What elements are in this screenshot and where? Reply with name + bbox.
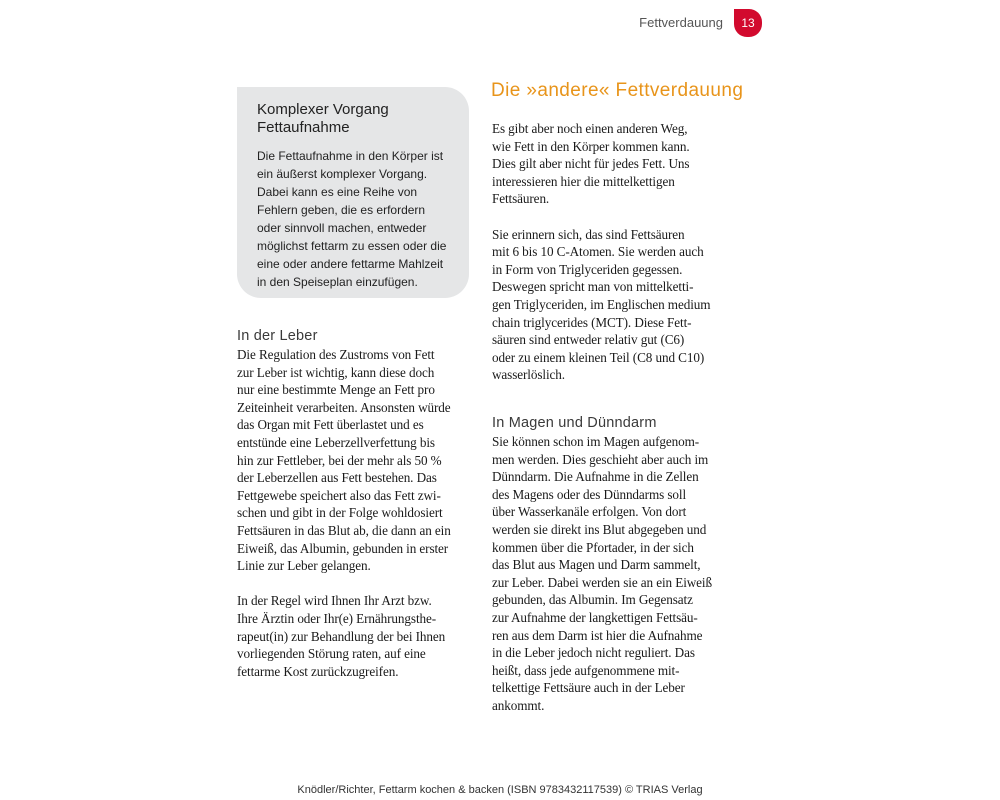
right-column-text xyxy=(492,120,728,384)
text-line: Sie erinnern sich, das sind Fettsäuren xyxy=(492,226,685,242)
paragraph xyxy=(492,226,728,384)
main-heading: Die »andere« Fettverdauung xyxy=(491,80,744,101)
info-box xyxy=(237,87,469,298)
text-line: das Blut aus Magen und Darm sammelt, xyxy=(492,557,701,573)
paragraph xyxy=(237,346,469,575)
page-number-badge: 13 xyxy=(734,9,762,37)
text-line: möglichst fettarm zu essen oder die xyxy=(257,239,447,253)
text-line: in den Speiseplan einzufügen. xyxy=(257,275,418,289)
text-line: eine oder andere fettarme Mahlzeit xyxy=(257,257,444,271)
text-line: in Form von Triglyceriden gegessen. xyxy=(492,261,683,277)
text-line: wie Fett in den Körper kommen kann. xyxy=(492,138,690,154)
text-line: gen Triglyceriden, im Englischen medium xyxy=(492,296,711,312)
left-column-text xyxy=(237,346,469,680)
text-line: ein äußerst komplexer Vorgang. xyxy=(257,167,428,181)
section-heading-leber: In der Leber xyxy=(237,328,318,344)
text-line: nur eine bestimmte Menge an Fett pro xyxy=(237,382,435,398)
text-line: zur Leber ist wichtig, kann diese doch xyxy=(237,364,435,380)
text-line: In der Regel wird Ihnen Ihr Arzt bzw. xyxy=(237,593,432,609)
text-line: Dies gilt aber nicht für jedes Fett. Uns xyxy=(492,156,690,172)
text-line: zur Leber. Dabei werden sie an ein Eiweiß xyxy=(492,574,712,590)
text-line: rapeut(in) zur Behandlung der bei Ihnen xyxy=(237,628,446,644)
text-line: Die Fettaufnahme in den Körper ist xyxy=(257,149,444,163)
text-line: Dünndarm. Die Aufnahme in die Zellen xyxy=(492,469,699,485)
text-line: Fettsäuren. xyxy=(492,191,550,207)
text-line: interessieren hier die mittelkettigen xyxy=(492,173,675,189)
info-box-title-line: Komplexer Vorgang xyxy=(257,101,389,118)
text-line: Linie zur Leber gelangen. xyxy=(237,558,371,574)
text-line: gebunden, das Albumin. Im Gegensatz xyxy=(492,592,693,608)
text-line: des Magens oder des Dünndarms soll xyxy=(492,486,687,502)
section-heading-magen: In Magen und Dünndarm xyxy=(492,415,657,431)
text-line: Sie können schon im Magen aufgenom- xyxy=(492,434,700,449)
text-line: Fehlern geben, die es erfordern xyxy=(257,203,426,217)
text-line: säuren sind entweder relativ gut (C6) xyxy=(492,332,685,348)
paragraph xyxy=(492,120,728,208)
running-title: Fettverdauung xyxy=(639,15,723,30)
paragraph xyxy=(492,433,728,715)
right-column-text-2 xyxy=(492,433,728,715)
text-line: wasserlöslich. xyxy=(492,367,565,383)
text-line: heißt, dass jede aufgenommene mit- xyxy=(492,662,680,678)
text-line: in die Leber jedoch nicht reguliert. Das xyxy=(492,645,695,661)
text-line: chain triglycerides (MCT). Diese Fett- xyxy=(492,314,692,330)
text-line: mit 6 bis 10 C-Atomen. Sie werden auch xyxy=(492,244,704,260)
text-line: vorliegenden Störung raten, auf eine xyxy=(237,646,426,662)
text-line: Ihre Ärztin oder Ihr(e) Ernährungsthe- xyxy=(237,610,437,626)
text-line: der Leberzellen aus Fett bestehen. Das xyxy=(237,470,437,486)
text-line: Es gibt aber noch einen anderen Weg, xyxy=(492,121,688,136)
text-line: zur Aufnahme der langkettigen Fettsäu- xyxy=(492,609,698,625)
paragraph xyxy=(237,592,469,680)
text-line: fettarme Kost zurückzugreifen. xyxy=(237,663,399,679)
text-line: oder zu einem kleinen Teil (C8 und C10) xyxy=(492,349,705,365)
text-line: werden sie direkt ins Blut abgegeben und xyxy=(492,521,707,537)
text-line: Deswegen spricht man von mittelketti- xyxy=(492,279,694,295)
text-line: hin zur Fettleber, bei der mehr als 50 % xyxy=(237,452,442,468)
text-line: Fettgewebe speichert also das Fett zwi- xyxy=(237,487,441,503)
text-line: über Wasserkanäle erfolgen. Von dort xyxy=(492,504,687,520)
text-line: kommen über die Pfortader, in der sich xyxy=(492,539,694,555)
text-line: ren aus dem Darm ist hier die Aufnahme xyxy=(492,627,703,643)
text-line: schen und gibt in der Folge wohldosiert xyxy=(237,505,443,521)
info-box-title-line: Fettaufnahme xyxy=(257,119,350,136)
text-line: Die Regulation des Zustroms von Fett xyxy=(237,347,435,362)
footer-copyright: Knödler/Richter, Fettarm kochen & backen (ISBN 9783432117539) © TRIAS Verlag xyxy=(297,784,703,796)
text-line: telkettige Fettsäure auch in der Leber xyxy=(492,680,685,696)
text-line: ankommt. xyxy=(492,697,545,713)
text-line: das Organ mit Fett überlastet und es xyxy=(237,417,424,433)
text-line: entstünde eine Leberzellverfettung bis xyxy=(237,434,435,450)
text-line: Eiweiß, das Albumin, gebunden in erster xyxy=(237,540,449,556)
text-line: Dabei kann es eine Reihe von xyxy=(257,185,418,199)
text-line: men werden. Dies geschieht aber auch im xyxy=(492,451,709,467)
info-box-title xyxy=(257,101,457,137)
text-line: Zeiteinheit verarbeiten. Ansonsten würde xyxy=(237,399,451,415)
text-line: Fettsäuren in das Blut ab, die dann an ein xyxy=(237,522,451,538)
text-line: oder sinnvoll machen, entweder xyxy=(257,221,427,235)
info-box-body xyxy=(257,147,457,291)
